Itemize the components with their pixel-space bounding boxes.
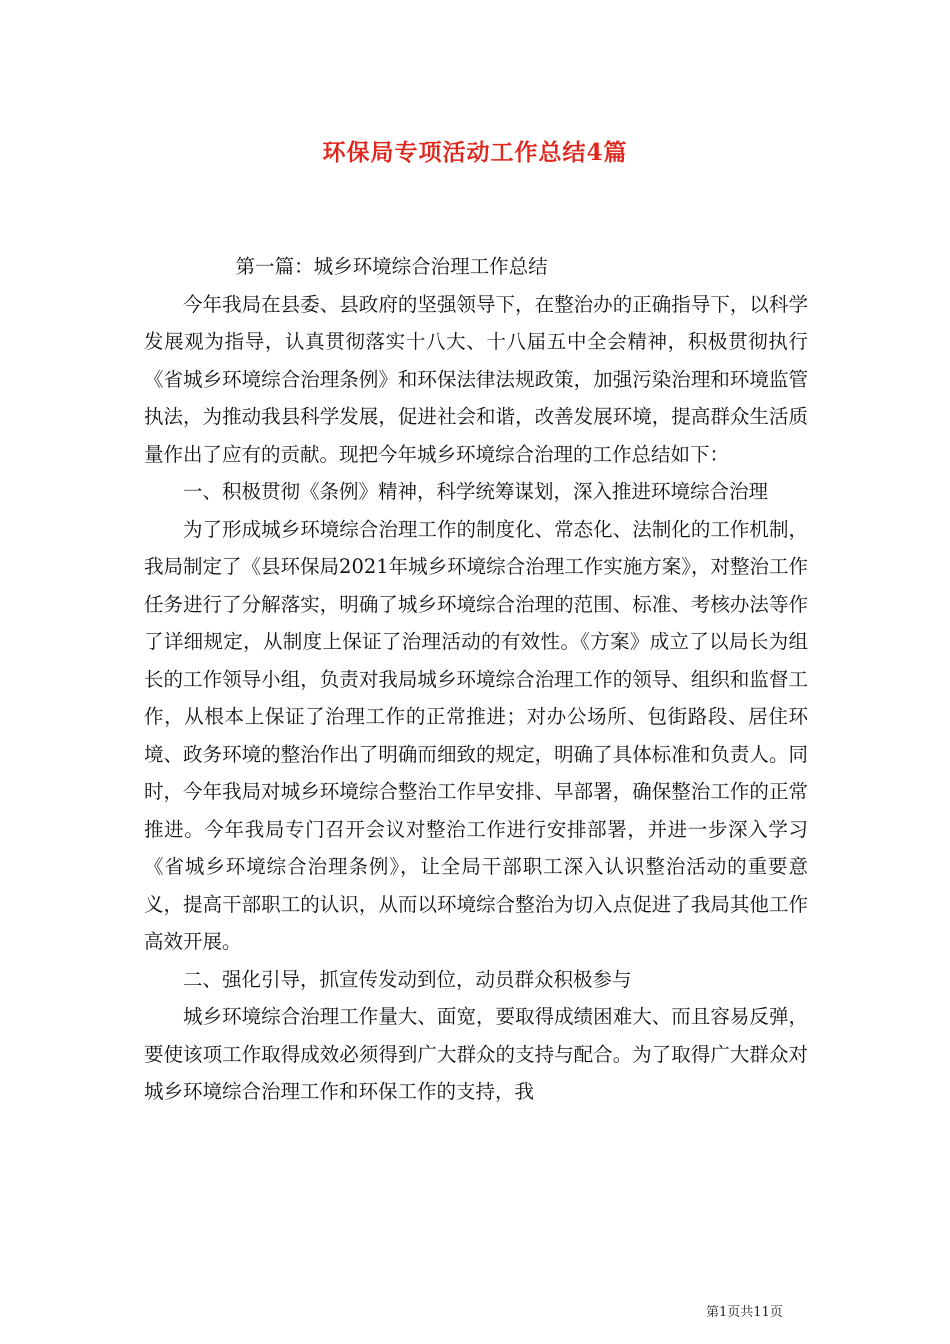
paragraph-intro: 今年我局在县委、县政府的坚强领导下，在整治办的正确指导下，以科学发展观为指导，认真贯彻落实十八大、十八届五中全会精神，积极贯彻执行《省城乡环境综合治理条例》和环保法律法规政策，加强污染治理和环境监管执法，为推动我县科学发展，促进社会和谐，改善发展环境，提高群众生活质量作出了应有的贡献。现把今年城乡环境综合治理的工作总结如下： [144,292,808,466]
subheading-one: 一、积极贯彻《条例》精神，科学统筹谋划，深入推进环境综合治理 [183,480,769,503]
page-indicator: 第1页共11页 [706,1305,783,1320]
section-heading: 第一篇：城乡环境综合治理工作总结 [235,255,548,278]
paragraph-one: 为了形成城乡环境综合治理工作的制度化、常态化、法制化的工作机制，我局制定了《县环保局2021年城乡环境综合治理工作实施方案》，对整治工作任务进行了分解落实，明确了城乡环境综合治理的范围、标准、考核办法等作了详细规定，从制度上保证了治理活动的有效性。《方案》成立了以局长为组长的工作领导小组，负责对我局城乡环境综合治理工作的领导、组织和监督工作，从根本上保证了治理工作的正常推进；对办公场所、包街路段、居住环境、政务环境的整治作出了明确而细致的规定，明确了具体标准和负责人。同时，今年我局对城乡环境综合整治工作早安排、早部署，确保整治工作的正常推进。今年我局专门召开会议对整治工作进行安排部署，并进一步深入学习《省城乡环境综合治理条例》，让全局干部职工深入认识整治活动的重要意义，提高干部职工的认识，从而以环境综合整治为切入点促进了我局其他工作高效开展。 [144,517,808,953]
document-title: 环保局专项活动工作总结4篇 [322,139,628,166]
subheading-two: 二、强化引导，抓宣传发动到位，动员群众积极参与 [183,967,632,991]
document-body [144,248,808,1111]
paragraph-two: 城乡环境综合治理工作量大、面宽，要取得成绩困难大、而且容易反弹，要使该项工作取得成效必须得到广大群众的支持与配合。为了取得广大群众对城乡环境综合治理工作和环保工作的支持，我 [144,1005,808,1103]
